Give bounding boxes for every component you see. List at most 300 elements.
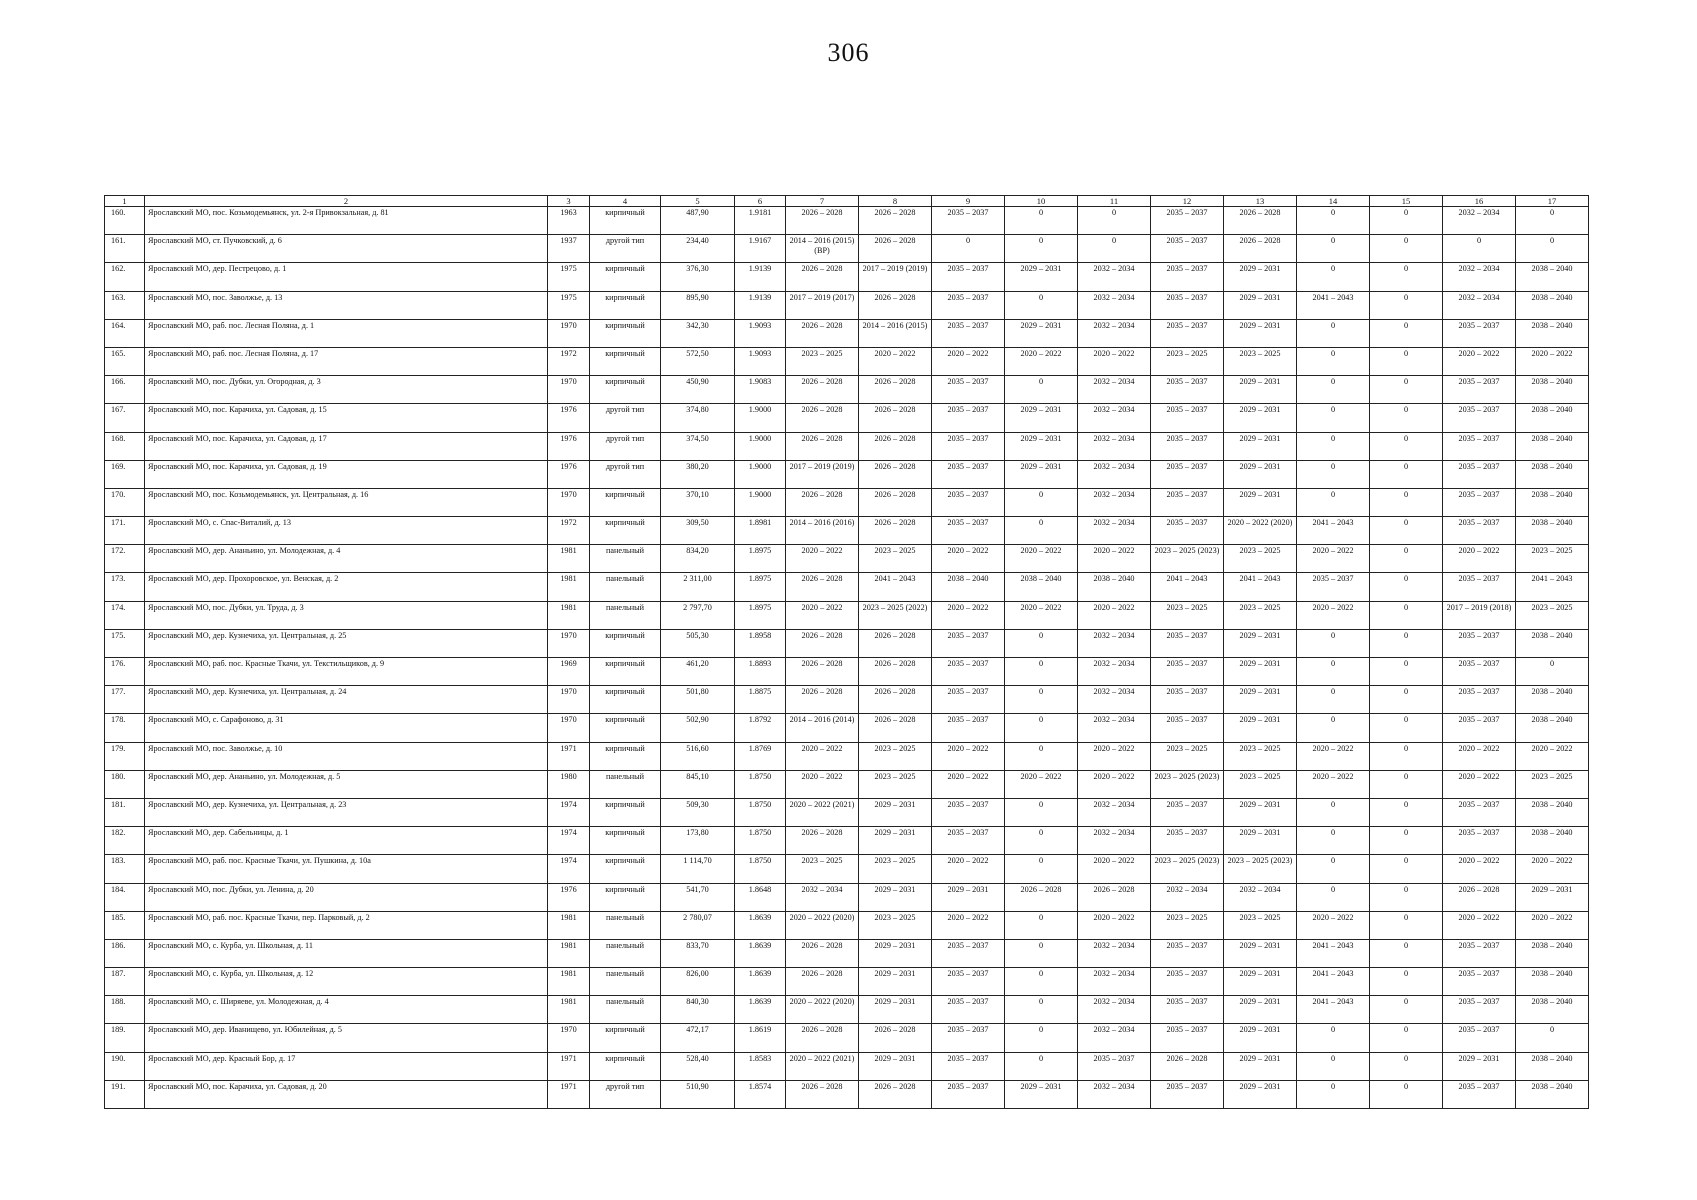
cell-period-14: 0	[1297, 629, 1370, 657]
cell-year: 1981	[548, 545, 590, 573]
cell-address: Ярославский МО, пос. Карачиха, ул. Садовая, д. 20	[145, 1080, 548, 1108]
cell-area: 509,30	[661, 798, 735, 826]
cell-period-17: 2038 – 2040	[1516, 827, 1589, 855]
cell-period-15: 0	[1370, 1024, 1443, 1052]
cell-period-12: 2035 – 2037	[1151, 263, 1224, 291]
cell-period-15: 0	[1370, 686, 1443, 714]
header-row	[105, 196, 1589, 207]
cell-period-13: 2029 – 2031	[1224, 376, 1297, 404]
cell-period-17: 2038 – 2040	[1516, 376, 1589, 404]
cell-coefficient: 1.8975	[735, 573, 786, 601]
cell-period-8: 2029 – 2031	[859, 996, 932, 1024]
cell-period-11: 2032 – 2034	[1078, 517, 1151, 545]
cell-period-17: 2038 – 2040	[1516, 968, 1589, 996]
cell-period-10: 0	[1005, 207, 1078, 235]
cell-wall-material: кирпичный	[590, 517, 661, 545]
table-row	[105, 545, 1589, 573]
cell-year: 1981	[548, 968, 590, 996]
cell-period-7: 2026 – 2028	[786, 404, 859, 432]
cell-period-17: 2038 – 2040	[1516, 460, 1589, 488]
table-row	[105, 798, 1589, 826]
cell-period-10: 0	[1005, 968, 1078, 996]
cell-address: Ярославский МО, с. Ширяеве, ул. Молодежная, д. 4	[145, 996, 548, 1024]
cell-period-14: 0	[1297, 714, 1370, 742]
cell-period-12: 2035 – 2037	[1151, 996, 1224, 1024]
cell-period-11: 2020 – 2022	[1078, 770, 1151, 798]
cell-period-13: 2020 – 2022 (2020)	[1224, 517, 1297, 545]
cell-coefficient: 1.9000	[735, 488, 786, 516]
cell-coefficient: 1.9139	[735, 291, 786, 319]
cell-wall-material: панельный	[590, 545, 661, 573]
cell-period-13: 2029 – 2031	[1224, 263, 1297, 291]
cell-period-11: 2020 – 2022	[1078, 742, 1151, 770]
cell-address: Ярославский МО, дер. Кузнечиха, ул. Центральная, д. 23	[145, 798, 548, 826]
cell-address: Ярославский МО, дер. Кузнечиха, ул. Центральная, д. 24	[145, 686, 548, 714]
page-number: 306	[827, 38, 870, 67]
cell-row-number: 164.	[105, 319, 145, 347]
cell-period-14: 0	[1297, 1080, 1370, 1108]
cell-wall-material: кирпичный	[590, 629, 661, 657]
cell-period-16: 2032 – 2034	[1443, 263, 1516, 291]
cell-area: 173,80	[661, 827, 735, 855]
cell-period-11: 2032 – 2034	[1078, 432, 1151, 460]
cell-address: Ярославский МО, дер. Ананьино, ул. Молодежная, д. 5	[145, 770, 548, 798]
cell-period-7: 2014 – 2016 (2016)	[786, 517, 859, 545]
cell-year: 1971	[548, 742, 590, 770]
cell-row-number: 179.	[105, 742, 145, 770]
cell-area: 472,17	[661, 1024, 735, 1052]
cell-period-11: 2032 – 2034	[1078, 629, 1151, 657]
cell-period-13: 2032 – 2034	[1224, 883, 1297, 911]
cell-address: Ярославский МО, дер. Сабельницы, д. 1	[145, 827, 548, 855]
cell-period-9: 2035 – 2037	[932, 1052, 1005, 1080]
cell-period-7: 2026 – 2028	[786, 1024, 859, 1052]
cell-year: 1963	[548, 207, 590, 235]
cell-period-15: 0	[1370, 883, 1443, 911]
cell-period-11: 0	[1078, 207, 1151, 235]
cell-period-14: 0	[1297, 347, 1370, 375]
cell-period-16: 2020 – 2022	[1443, 770, 1516, 798]
cell-period-12: 2035 – 2037	[1151, 404, 1224, 432]
cell-coefficient: 1.9000	[735, 404, 786, 432]
cell-coefficient: 1.8574	[735, 1080, 786, 1108]
cell-period-16: 0	[1443, 235, 1516, 263]
cell-row-number: 169.	[105, 460, 145, 488]
cell-period-13: 2023 – 2025	[1224, 545, 1297, 573]
header-cell-row-number: 1	[105, 196, 145, 207]
cell-period-11: 2032 – 2034	[1078, 686, 1151, 714]
cell-period-12: 2035 – 2037	[1151, 460, 1224, 488]
cell-coefficient: 1.8769	[735, 742, 786, 770]
cell-period-14: 0	[1297, 883, 1370, 911]
cell-address: Ярославский МО, пос. Дубки, ул. Ленина, д. 20	[145, 883, 548, 911]
cell-coefficient: 1.9167	[735, 235, 786, 263]
cell-period-14: 2020 – 2022	[1297, 911, 1370, 939]
cell-period-8: 2026 – 2028	[859, 404, 932, 432]
cell-address: Ярославский МО, дер. Прохоровское, ул. Венская, д. 2	[145, 573, 548, 601]
cell-area: 342,30	[661, 319, 735, 347]
cell-period-10: 2020 – 2022	[1005, 601, 1078, 629]
cell-period-15: 0	[1370, 404, 1443, 432]
cell-area: 380,20	[661, 460, 735, 488]
cell-period-8: 2029 – 2031	[859, 798, 932, 826]
cell-period-10: 0	[1005, 911, 1078, 939]
cell-row-number: 177.	[105, 686, 145, 714]
cell-period-14: 0	[1297, 1052, 1370, 1080]
cell-period-12: 2023 – 2025 (2023)	[1151, 770, 1224, 798]
cell-address: Ярославский МО, раб. пос. Лесная Поляна, д. 17	[145, 347, 548, 375]
cell-year: 1971	[548, 1080, 590, 1108]
cell-period-16: 2032 – 2034	[1443, 291, 1516, 319]
cell-period-7: 2026 – 2028	[786, 629, 859, 657]
cell-period-7: 2026 – 2028	[786, 376, 859, 404]
cell-period-8: 2029 – 2031	[859, 883, 932, 911]
cell-wall-material: другой тип	[590, 235, 661, 263]
cell-row-number: 184.	[105, 883, 145, 911]
cell-period-11: 2020 – 2022	[1078, 601, 1151, 629]
cell-wall-material: кирпичный	[590, 319, 661, 347]
cell-period-15: 0	[1370, 207, 1443, 235]
cell-period-11: 2032 – 2034	[1078, 968, 1151, 996]
cell-address: Ярославский МО, раб. пос. Красные Ткачи, ул. Текстильщиков, д. 9	[145, 658, 548, 686]
cell-period-15: 0	[1370, 911, 1443, 939]
cell-period-14: 2035 – 2037	[1297, 573, 1370, 601]
cell-year: 1972	[548, 347, 590, 375]
cell-period-7: 2020 – 2022	[786, 770, 859, 798]
cell-address: Ярославский МО, пос. Карачиха, ул. Садовая, д. 17	[145, 432, 548, 460]
cell-period-12: 2035 – 2037	[1151, 488, 1224, 516]
table-row	[105, 658, 1589, 686]
cell-period-11: 2038 – 2040	[1078, 573, 1151, 601]
cell-period-13: 2029 – 2031	[1224, 996, 1297, 1024]
cell-period-16: 2035 – 2037	[1443, 460, 1516, 488]
cell-period-9: 2035 – 2037	[932, 968, 1005, 996]
cell-period-9: 2035 – 2037	[932, 207, 1005, 235]
cell-period-12: 2035 – 2037	[1151, 714, 1224, 742]
cell-period-14: 0	[1297, 827, 1370, 855]
cell-period-16: 2035 – 2037	[1443, 658, 1516, 686]
cell-row-number: 175.	[105, 629, 145, 657]
cell-wall-material: другой тип	[590, 460, 661, 488]
cell-coefficient: 1.8875	[735, 686, 786, 714]
cell-period-14: 0	[1297, 1024, 1370, 1052]
cell-period-13: 2029 – 2031	[1224, 1052, 1297, 1080]
table-row	[105, 319, 1589, 347]
cell-period-7: 2026 – 2028	[786, 573, 859, 601]
cell-wall-material: панельный	[590, 968, 661, 996]
cell-period-14: 2020 – 2022	[1297, 601, 1370, 629]
cell-address: Ярославский МО, пос. Карачиха, ул. Садовая, д. 15	[145, 404, 548, 432]
cell-period-9: 2038 – 2040	[932, 573, 1005, 601]
cell-row-number: 188.	[105, 996, 145, 1024]
cell-address: Ярославский МО, пос. Дубки, ул. Труда, д. 3	[145, 601, 548, 629]
cell-year: 1980	[548, 770, 590, 798]
housing-table	[104, 195, 1589, 1109]
cell-period-12: 2035 – 2037	[1151, 319, 1224, 347]
header-cell-period-15: 15	[1370, 196, 1443, 207]
header-cell-area: 5	[661, 196, 735, 207]
cell-period-11: 2032 – 2034	[1078, 658, 1151, 686]
cell-coefficient: 1.8750	[735, 855, 786, 883]
cell-area: 234,40	[661, 235, 735, 263]
cell-period-9: 2035 – 2037	[932, 376, 1005, 404]
cell-period-12: 2023 – 2025 (2023)	[1151, 545, 1224, 573]
cell-period-16: 2035 – 2037	[1443, 573, 1516, 601]
table-row	[105, 263, 1589, 291]
cell-period-12: 2023 – 2025	[1151, 911, 1224, 939]
cell-period-11: 2032 – 2034	[1078, 460, 1151, 488]
cell-period-16: 2035 – 2037	[1443, 488, 1516, 516]
cell-row-number: 183.	[105, 855, 145, 883]
cell-row-number: 173.	[105, 573, 145, 601]
cell-period-10: 0	[1005, 939, 1078, 967]
cell-period-13: 2029 – 2031	[1224, 629, 1297, 657]
cell-period-13: 2029 – 2031	[1224, 686, 1297, 714]
cell-address: Ярославский МО, дер. Красный Бор, д. 17	[145, 1052, 548, 1080]
cell-area: 505,30	[661, 629, 735, 657]
cell-period-9: 2035 – 2037	[932, 939, 1005, 967]
cell-period-16: 2035 – 2037	[1443, 798, 1516, 826]
cell-period-10: 0	[1005, 376, 1078, 404]
cell-period-16: 2020 – 2022	[1443, 347, 1516, 375]
cell-year: 1976	[548, 460, 590, 488]
cell-period-7: 2026 – 2028	[786, 968, 859, 996]
cell-period-16: 2032 – 2034	[1443, 207, 1516, 235]
cell-row-number: 190.	[105, 1052, 145, 1080]
table-row	[105, 855, 1589, 883]
cell-row-number: 171.	[105, 517, 145, 545]
cell-period-7: 2020 – 2022 (2021)	[786, 798, 859, 826]
cell-year: 1976	[548, 404, 590, 432]
cell-period-8: 2041 – 2043	[859, 573, 932, 601]
cell-period-8: 2026 – 2028	[859, 488, 932, 516]
cell-period-14: 0	[1297, 686, 1370, 714]
cell-period-11: 2020 – 2022	[1078, 911, 1151, 939]
cell-period-7: 2020 – 2022	[786, 742, 859, 770]
cell-period-15: 0	[1370, 939, 1443, 967]
cell-coefficient: 1.9083	[735, 376, 786, 404]
cell-period-10: 0	[1005, 488, 1078, 516]
table-row	[105, 1052, 1589, 1080]
cell-period-15: 0	[1370, 291, 1443, 319]
cell-area: 516,60	[661, 742, 735, 770]
header-cell-period-11: 11	[1078, 196, 1151, 207]
cell-period-12: 2035 – 2037	[1151, 968, 1224, 996]
cell-row-number: 189.	[105, 1024, 145, 1052]
cell-period-13: 2023 – 2025	[1224, 347, 1297, 375]
table-row	[105, 432, 1589, 460]
cell-address: Ярославский МО, с. Курба, ул. Школьная, д. 12	[145, 968, 548, 996]
cell-period-9: 2035 – 2037	[932, 996, 1005, 1024]
table-row	[105, 1024, 1589, 1052]
cell-address: Ярославский МО, с. Спас-Виталий, д. 13	[145, 517, 548, 545]
cell-period-11: 2032 – 2034	[1078, 376, 1151, 404]
cell-period-17: 2038 – 2040	[1516, 939, 1589, 967]
cell-period-17: 0	[1516, 235, 1589, 263]
cell-period-17: 2038 – 2040	[1516, 263, 1589, 291]
cell-period-15: 0	[1370, 742, 1443, 770]
cell-period-10: 0	[1005, 1052, 1078, 1080]
cell-period-15: 0	[1370, 968, 1443, 996]
cell-coefficient: 1.9139	[735, 263, 786, 291]
cell-coefficient: 1.8975	[735, 601, 786, 629]
cell-period-16: 2020 – 2022	[1443, 742, 1516, 770]
cell-period-8: 2023 – 2025	[859, 545, 932, 573]
cell-row-number: 185.	[105, 911, 145, 939]
cell-period-13: 2029 – 2031	[1224, 827, 1297, 855]
header-cell-coefficient: 6	[735, 196, 786, 207]
cell-address: Ярославский МО, дер. Кузнечиха, ул. Центральная, д. 25	[145, 629, 548, 657]
cell-period-8: 2026 – 2028	[859, 235, 932, 263]
cell-address: Ярославский МО, дер. Иванищево, ул. Юбилейная, д. 5	[145, 1024, 548, 1052]
cell-period-15: 0	[1370, 347, 1443, 375]
cell-year: 1975	[548, 263, 590, 291]
cell-row-number: 180.	[105, 770, 145, 798]
cell-period-14: 2020 – 2022	[1297, 742, 1370, 770]
table-row	[105, 629, 1589, 657]
table-row	[105, 827, 1589, 855]
cell-period-16: 2035 – 2037	[1443, 1024, 1516, 1052]
table-row	[105, 517, 1589, 545]
cell-period-9: 2035 – 2037	[932, 714, 1005, 742]
cell-area: 487,90	[661, 207, 735, 235]
cell-period-10: 2029 – 2031	[1005, 1080, 1078, 1108]
cell-coefficient: 1.8750	[735, 827, 786, 855]
cell-address: Ярославский МО, дер. Ананьино, ул. Молодежная, д. 4	[145, 545, 548, 573]
cell-period-16: 2035 – 2037	[1443, 827, 1516, 855]
header-cell-period-13: 13	[1224, 196, 1297, 207]
cell-period-12: 2035 – 2037	[1151, 207, 1224, 235]
cell-year: 1970	[548, 488, 590, 516]
cell-period-11: 2032 – 2034	[1078, 1080, 1151, 1108]
cell-period-16: 2026 – 2028	[1443, 883, 1516, 911]
cell-period-17: 2023 – 2025	[1516, 601, 1589, 629]
cell-period-17: 2038 – 2040	[1516, 629, 1589, 657]
cell-wall-material: другой тип	[590, 404, 661, 432]
table-row	[105, 460, 1589, 488]
cell-period-14: 0	[1297, 263, 1370, 291]
cell-period-7: 2026 – 2028	[786, 827, 859, 855]
cell-period-12: 2035 – 2037	[1151, 376, 1224, 404]
cell-area: 2 311,00	[661, 573, 735, 601]
cell-period-16: 2017 – 2019 (2018)	[1443, 601, 1516, 629]
cell-period-11: 2032 – 2034	[1078, 291, 1151, 319]
cell-period-9: 2035 – 2037	[932, 291, 1005, 319]
cell-period-14: 0	[1297, 432, 1370, 460]
cell-period-11: 2032 – 2034	[1078, 996, 1151, 1024]
cell-period-14: 0	[1297, 460, 1370, 488]
cell-wall-material: панельный	[590, 770, 661, 798]
cell-period-9: 2035 – 2037	[932, 658, 1005, 686]
cell-period-17: 2041 – 2043	[1516, 573, 1589, 601]
cell-year: 1970	[548, 686, 590, 714]
cell-period-12: 2035 – 2037	[1151, 1024, 1224, 1052]
cell-period-8: 2026 – 2028	[859, 1024, 932, 1052]
cell-period-7: 2026 – 2028	[786, 263, 859, 291]
cell-period-9: 2035 – 2037	[932, 517, 1005, 545]
cell-period-16: 2035 – 2037	[1443, 939, 1516, 967]
cell-year: 1970	[548, 376, 590, 404]
cell-period-9: 2035 – 2037	[932, 1080, 1005, 1108]
cell-period-12: 2023 – 2025	[1151, 347, 1224, 375]
cell-period-13: 2023 – 2025	[1224, 911, 1297, 939]
cell-period-9: 2035 – 2037	[932, 686, 1005, 714]
cell-coefficient: 1.8981	[735, 517, 786, 545]
cell-period-7: 2020 – 2022 (2021)	[786, 1052, 859, 1080]
cell-period-12: 2032 – 2034	[1151, 883, 1224, 911]
cell-wall-material: панельный	[590, 939, 661, 967]
cell-period-7: 2023 – 2025	[786, 347, 859, 375]
cell-row-number: 186.	[105, 939, 145, 967]
cell-period-12: 2023 – 2025	[1151, 742, 1224, 770]
cell-period-9: 2020 – 2022	[932, 742, 1005, 770]
cell-period-17: 2038 – 2040	[1516, 404, 1589, 432]
cell-coefficient: 1.8975	[735, 545, 786, 573]
cell-year: 1981	[548, 573, 590, 601]
cell-address: Ярославский МО, с. Курба, ул. Школьная, д. 11	[145, 939, 548, 967]
table-row	[105, 686, 1589, 714]
cell-period-17: 2020 – 2022	[1516, 742, 1589, 770]
cell-year: 1937	[548, 235, 590, 263]
cell-period-7: 2026 – 2028	[786, 432, 859, 460]
cell-period-7: 2020 – 2022 (2020)	[786, 996, 859, 1024]
cell-period-10: 2020 – 2022	[1005, 545, 1078, 573]
cell-wall-material: панельный	[590, 911, 661, 939]
cell-period-17: 2023 – 2025	[1516, 770, 1589, 798]
cell-period-17: 2020 – 2022	[1516, 855, 1589, 883]
cell-address: Ярославский МО, раб. пос. Лесная Поляна, д. 1	[145, 319, 548, 347]
cell-period-17: 2038 – 2040	[1516, 996, 1589, 1024]
cell-period-8: 2026 – 2028	[859, 376, 932, 404]
cell-wall-material: кирпичный	[590, 347, 661, 375]
cell-address: Ярославский МО, пос. Козьмодемьянск, ул. Центральная, д. 16	[145, 488, 548, 516]
cell-period-8: 2026 – 2028	[859, 658, 932, 686]
cell-period-11: 2032 – 2034	[1078, 939, 1151, 967]
cell-period-14: 0	[1297, 207, 1370, 235]
cell-period-8: 2014 – 2016 (2015)	[859, 319, 932, 347]
cell-period-10: 0	[1005, 291, 1078, 319]
cell-period-13: 2026 – 2028	[1224, 235, 1297, 263]
cell-period-11: 2032 – 2034	[1078, 714, 1151, 742]
table-row	[105, 601, 1589, 629]
cell-wall-material: другой тип	[590, 1080, 661, 1108]
cell-period-8: 2023 – 2025	[859, 855, 932, 883]
cell-coefficient: 1.9000	[735, 432, 786, 460]
cell-period-9: 2035 – 2037	[932, 798, 1005, 826]
cell-area: 376,30	[661, 263, 735, 291]
cell-period-7: 2026 – 2028	[786, 319, 859, 347]
cell-period-10: 2029 – 2031	[1005, 460, 1078, 488]
cell-period-16: 2035 – 2037	[1443, 629, 1516, 657]
cell-period-15: 0	[1370, 488, 1443, 516]
cell-period-12: 2035 – 2037	[1151, 517, 1224, 545]
cell-period-12: 2035 – 2037	[1151, 432, 1224, 460]
cell-period-11: 2032 – 2034	[1078, 263, 1151, 291]
cell-period-16: 2035 – 2037	[1443, 1080, 1516, 1108]
cell-period-13: 2029 – 2031	[1224, 1080, 1297, 1108]
cell-coefficient: 1.8958	[735, 629, 786, 657]
cell-wall-material: другой тип	[590, 432, 661, 460]
cell-period-16: 2020 – 2022	[1443, 855, 1516, 883]
cell-period-10: 2029 – 2031	[1005, 432, 1078, 460]
cell-period-10: 0	[1005, 855, 1078, 883]
cell-row-number: 181.	[105, 798, 145, 826]
cell-period-15: 0	[1370, 1080, 1443, 1108]
cell-period-8: 2026 – 2028	[859, 291, 932, 319]
cell-period-7: 2017 – 2019 (2017)	[786, 291, 859, 319]
cell-year: 1970	[548, 319, 590, 347]
cell-period-17: 2038 – 2040	[1516, 432, 1589, 460]
